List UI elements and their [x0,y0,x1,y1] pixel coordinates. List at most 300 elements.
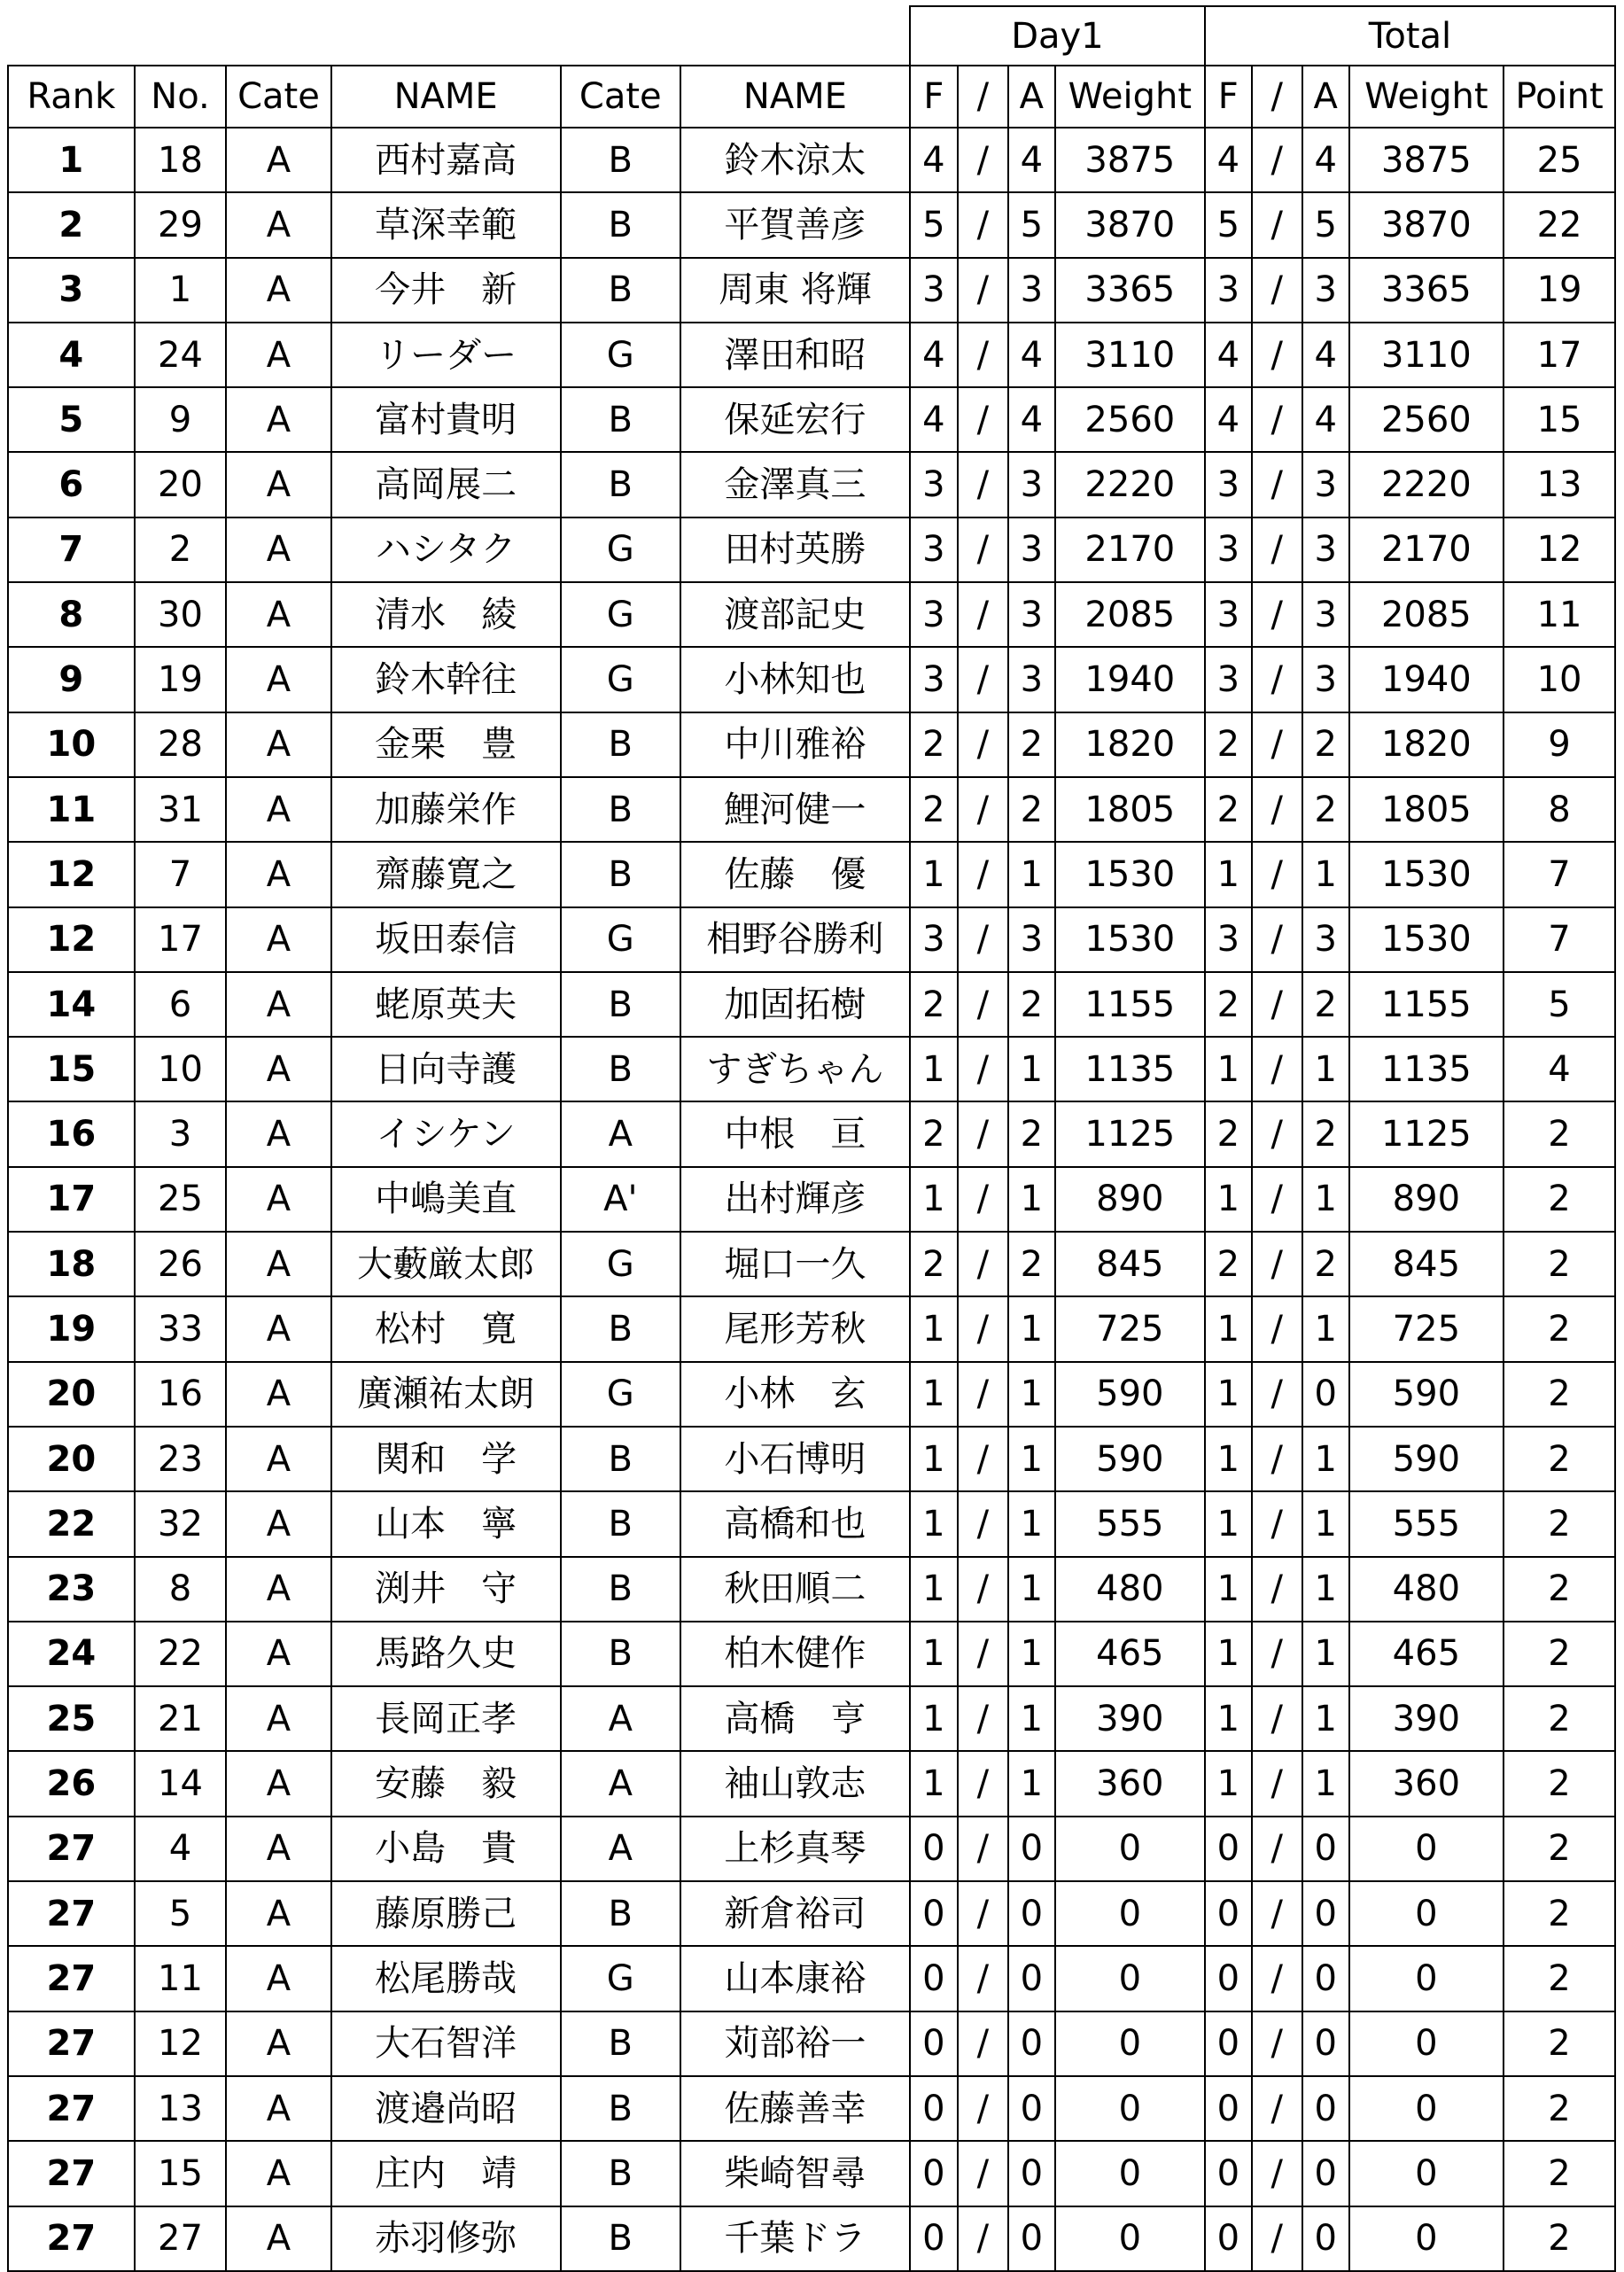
total-a-cell: 3 [1302,258,1349,323]
day1-slash-cell: / [958,907,1008,972]
day1-a-cell: 1 [1008,1686,1055,1751]
day1-a-cell: 1 [1008,1167,1055,1232]
no-cell: 14 [135,1751,227,1816]
cate-a-cell: A [226,2141,330,2206]
total-weight-cell: 1940 [1349,647,1504,712]
cate-a-cell: A [226,2011,330,2076]
total-slash-cell: / [1252,2206,1302,2271]
rank-cell: 15 [8,1037,135,1101]
total-a-cell: 0 [1302,2011,1349,2076]
day1-slash-cell: / [958,777,1008,842]
col-total-weight-header: Weight [1349,66,1504,128]
name-b-cell: 鯉河健一 [680,777,910,842]
day1-f-cell: 1 [910,1037,958,1101]
table-row [8,1362,1615,1427]
rank-cell: 24 [8,1622,135,1686]
total-f-cell: 3 [1205,452,1252,517]
cate-a-cell: A [226,2076,330,2141]
total-weight-cell: 3875 [1349,128,1504,192]
day1-a-cell: 0 [1008,2206,1055,2271]
total-a-cell: 1 [1302,1622,1349,1686]
name-b-cell: 平賀善彦 [680,192,910,257]
day1-f-cell: 3 [910,582,958,647]
point-cell: 2 [1504,1751,1615,1816]
total-weight-cell: 1135 [1349,1037,1504,1101]
total-slash-cell: / [1252,1167,1302,1232]
col-day1-slash-header: / [958,66,1008,128]
results-body [8,128,1615,2271]
rank-cell: 27 [8,2206,135,2271]
total-f-cell: 0 [1205,2206,1252,2271]
rank-cell: 11 [8,777,135,842]
total-weight-cell: 590 [1349,1362,1504,1427]
name-b-cell: 中根 亘 [680,1101,910,1166]
no-cell: 26 [135,1232,227,1296]
cate-b-cell: G [561,1232,680,1296]
cate-b-cell: A [561,1101,680,1166]
name-a-cell: 長岡正孝 [331,1686,561,1751]
name-b-cell: 新倉裕司 [680,1881,910,1946]
name-a-cell: 今井 新 [331,258,561,323]
table-row [8,1427,1615,1491]
name-b-cell: 渡部記史 [680,582,910,647]
name-b-cell: 千葉ドラ [680,2206,910,2271]
total-a-cell: 1 [1302,1557,1349,1622]
cate-b-cell: B [561,972,680,1037]
name-a-cell: 西村嘉高 [331,128,561,192]
total-weight-cell: 480 [1349,1557,1504,1622]
no-cell: 10 [135,1037,227,1101]
cate-a-cell: A [226,582,330,647]
total-weight-cell: 1805 [1349,777,1504,842]
day1-slash-cell: / [958,2076,1008,2141]
day1-slash-cell: / [958,192,1008,257]
total-f-cell: 1 [1205,1362,1252,1427]
day1-weight-cell: 360 [1055,1751,1205,1816]
total-slash-cell: / [1252,972,1302,1037]
day1-a-cell: 1 [1008,1557,1055,1622]
table-row [8,452,1615,517]
name-b-cell: すぎちゃん [680,1037,910,1101]
no-cell: 2 [135,517,227,582]
total-slash-cell: / [1252,647,1302,712]
day1-slash-cell: / [958,128,1008,192]
total-f-cell: 4 [1205,387,1252,452]
no-cell: 3 [135,1101,227,1166]
point-cell: 2 [1504,1101,1615,1166]
name-b-cell: 上杉真琴 [680,1817,910,1881]
table-row [8,1881,1615,1946]
cate-a-cell: A [226,712,330,777]
rank-cell: 20 [8,1427,135,1491]
table-row [8,1817,1615,1881]
day1-f-cell: 0 [910,1817,958,1881]
name-a-cell: 大石智洋 [331,2011,561,2076]
cate-b-cell: G [561,582,680,647]
name-b-cell: 柏木健作 [680,1622,910,1686]
table-row [8,128,1615,192]
cate-b-cell: B [561,452,680,517]
cate-b-cell: B [561,128,680,192]
table-row [8,1296,1615,1361]
day1-weight-cell: 3870 [1055,192,1205,257]
name-b-cell: 袖山敦志 [680,1751,910,1816]
day1-weight-cell: 0 [1055,1946,1205,2011]
total-a-cell: 5 [1302,192,1349,257]
no-cell: 13 [135,2076,227,2141]
total-weight-cell: 360 [1349,1751,1504,1816]
total-a-cell: 1 [1302,842,1349,906]
total-slash-cell: / [1252,1362,1302,1427]
total-f-cell: 0 [1205,2011,1252,2076]
total-a-cell: 2 [1302,972,1349,1037]
table-row [8,1037,1615,1101]
total-slash-cell: / [1252,258,1302,323]
point-cell: 2 [1504,1232,1615,1296]
name-b-cell: 出村輝彦 [680,1167,910,1232]
total-weight-cell: 465 [1349,1622,1504,1686]
day1-weight-cell: 0 [1055,2141,1205,2206]
name-b-cell: 保延宏行 [680,387,910,452]
name-b-cell: 佐藤善幸 [680,2076,910,2141]
day1-f-cell: 2 [910,712,958,777]
day1-a-cell: 2 [1008,712,1055,777]
no-cell: 28 [135,712,227,777]
day1-a-cell: 2 [1008,1101,1055,1166]
total-f-cell: 1 [1205,1296,1252,1361]
rank-cell: 3 [8,258,135,323]
table-row [8,323,1615,387]
total-f-cell: 1 [1205,1167,1252,1232]
rank-cell: 12 [8,842,135,906]
cate-a-cell: A [226,1167,330,1232]
cate-b-cell: A' [561,1167,680,1232]
col-total-f-header: F [1205,66,1252,128]
day1-weight-cell: 2560 [1055,387,1205,452]
total-f-cell: 2 [1205,1101,1252,1166]
col-day1-weight-header: Weight [1055,66,1205,128]
day1-weight-cell: 590 [1055,1362,1205,1427]
day1-a-cell: 0 [1008,1881,1055,1946]
rank-cell: 14 [8,972,135,1037]
total-f-cell: 1 [1205,1686,1252,1751]
point-cell: 7 [1504,907,1615,972]
total-f-cell: 0 [1205,1946,1252,2011]
cate-a-cell: A [226,517,330,582]
day1-f-cell: 1 [910,842,958,906]
day1-f-cell: 3 [910,907,958,972]
rank-cell: 6 [8,452,135,517]
total-a-cell: 1 [1302,1751,1349,1816]
day1-slash-cell: / [958,1751,1008,1816]
cate-a-cell: A [226,258,330,323]
day1-slash-cell: / [958,387,1008,452]
total-slash-cell: / [1252,1491,1302,1556]
point-cell: 2 [1504,2011,1615,2076]
name-a-cell: 鈴木幹往 [331,647,561,712]
table-row [8,582,1615,647]
total-weight-cell: 0 [1349,2206,1504,2271]
day1-slash-cell: / [958,1817,1008,1881]
name-b-cell: 佐藤 優 [680,842,910,906]
cate-b-cell: G [561,647,680,712]
cate-a-cell: A [226,647,330,712]
total-a-cell: 2 [1302,1232,1349,1296]
total-weight-cell: 0 [1349,2076,1504,2141]
total-slash-cell: / [1252,128,1302,192]
col-total-slash-header: / [1252,66,1302,128]
total-slash-cell: / [1252,907,1302,972]
day1-a-cell: 3 [1008,907,1055,972]
day1-weight-cell: 3365 [1055,258,1205,323]
name-a-cell: 小島 貴 [331,1817,561,1881]
day1-slash-cell: / [958,1622,1008,1686]
total-slash-cell: / [1252,1686,1302,1751]
cate-a-cell: A [226,1037,330,1101]
no-cell: 21 [135,1686,227,1751]
point-cell: 17 [1504,323,1615,387]
day1-a-cell: 1 [1008,1362,1055,1427]
name-b-cell: 加固拓樹 [680,972,910,1037]
day1-slash-cell: / [958,323,1008,387]
rank-cell: 4 [8,323,135,387]
day1-weight-cell: 2220 [1055,452,1205,517]
total-f-cell: 3 [1205,517,1252,582]
day1-weight-cell: 0 [1055,2206,1205,2271]
day1-a-cell: 0 [1008,2141,1055,2206]
point-cell: 2 [1504,1946,1615,2011]
point-cell: 8 [1504,777,1615,842]
cate-a-cell: A [226,1427,330,1491]
rank-cell: 5 [8,387,135,452]
day1-weight-cell: 465 [1055,1622,1205,1686]
total-f-cell: 5 [1205,192,1252,257]
total-header: Total [1205,6,1615,66]
day1-weight-cell: 845 [1055,1232,1205,1296]
name-b-cell: 中川雅裕 [680,712,910,777]
total-a-cell: 1 [1302,1427,1349,1491]
day1-a-cell: 1 [1008,1427,1055,1491]
total-weight-cell: 3870 [1349,192,1504,257]
name-a-cell: 大藪厳太郎 [331,1232,561,1296]
no-cell: 31 [135,777,227,842]
point-cell: 12 [1504,517,1615,582]
day1-f-cell: 0 [910,2141,958,2206]
table-row [8,258,1615,323]
day1-weight-cell: 480 [1055,1557,1205,1622]
cate-b-cell: G [561,1946,680,2011]
total-slash-cell: / [1252,517,1302,582]
name-a-cell: 馬路久史 [331,1622,561,1686]
no-cell: 27 [135,2206,227,2271]
total-slash-cell: / [1252,2076,1302,2141]
day1-f-cell: 3 [910,258,958,323]
total-a-cell: 1 [1302,1491,1349,1556]
total-weight-cell: 725 [1349,1296,1504,1361]
day1-slash-cell: / [958,1427,1008,1491]
no-cell: 12 [135,2011,227,2076]
cate-a-cell: A [226,387,330,452]
cate-b-cell: B [561,2076,680,2141]
total-a-cell: 2 [1302,1101,1349,1166]
table-row [8,647,1615,712]
total-a-cell: 3 [1302,452,1349,517]
total-slash-cell: / [1252,777,1302,842]
total-f-cell: 0 [1205,2141,1252,2206]
total-a-cell: 0 [1302,1946,1349,2011]
day1-a-cell: 4 [1008,387,1055,452]
no-cell: 15 [135,2141,227,2206]
name-b-cell: 堀口一久 [680,1232,910,1296]
col-day1-a-header: A [1008,66,1055,128]
day1-weight-cell: 725 [1055,1296,1205,1361]
total-a-cell: 1 [1302,1037,1349,1101]
no-cell: 22 [135,1622,227,1686]
name-a-cell: 関和 学 [331,1427,561,1491]
total-f-cell: 2 [1205,777,1252,842]
col-no-header: No. [135,66,227,128]
rank-cell: 19 [8,1296,135,1361]
no-cell: 9 [135,387,227,452]
col-day1-f-header: F [910,66,958,128]
cate-b-cell: A [561,1686,680,1751]
no-cell: 24 [135,323,227,387]
name-b-cell: 鈴木涼太 [680,128,910,192]
cate-b-cell: B [561,1427,680,1491]
table-row [8,842,1615,906]
rank-cell: 27 [8,1817,135,1881]
cate-b-cell: B [561,777,680,842]
total-f-cell: 2 [1205,1232,1252,1296]
cate-b-cell: B [561,712,680,777]
name-a-cell: 高岡展二 [331,452,561,517]
day1-slash-cell: / [958,1296,1008,1361]
no-cell: 19 [135,647,227,712]
cate-a-cell: A [226,1491,330,1556]
total-slash-cell: / [1252,1751,1302,1816]
day1-weight-cell: 1820 [1055,712,1205,777]
day1-f-cell: 1 [910,1557,958,1622]
total-weight-cell: 2085 [1349,582,1504,647]
name-a-cell: 松村 寛 [331,1296,561,1361]
day1-f-cell: 1 [910,1167,958,1232]
total-weight-cell: 555 [1349,1491,1504,1556]
rank-cell: 27 [8,2011,135,2076]
total-a-cell: 0 [1302,2206,1349,2271]
header-blank [8,6,910,66]
cate-a-cell: A [226,1362,330,1427]
name-a-cell: 赤羽修弥 [331,2206,561,2271]
no-cell: 8 [135,1557,227,1622]
day1-a-cell: 1 [1008,1296,1055,1361]
day1-weight-cell: 1940 [1055,647,1205,712]
total-f-cell: 1 [1205,1427,1252,1491]
cate-a-cell: A [226,1881,330,1946]
day1-a-cell: 1 [1008,1622,1055,1686]
day1-slash-cell: / [958,1037,1008,1101]
total-slash-cell: / [1252,582,1302,647]
total-slash-cell: / [1252,1427,1302,1491]
name-a-cell: 渕井 守 [331,1557,561,1622]
no-cell: 5 [135,1881,227,1946]
total-f-cell: 0 [1205,1817,1252,1881]
rank-cell: 25 [8,1686,135,1751]
day1-f-cell: 4 [910,323,958,387]
total-f-cell: 0 [1205,2076,1252,2141]
name-b-cell: 柴崎智尋 [680,2141,910,2206]
total-slash-cell: / [1252,842,1302,906]
cate-b-cell: B [561,387,680,452]
day1-a-cell: 1 [1008,1751,1055,1816]
point-cell: 2 [1504,1881,1615,1946]
total-weight-cell: 1820 [1349,712,1504,777]
table-row [8,517,1615,582]
day1-slash-cell: / [958,2141,1008,2206]
no-cell: 11 [135,1946,227,2011]
point-cell: 25 [1504,128,1615,192]
name-a-cell: 蛯原英夫 [331,972,561,1037]
point-cell: 2 [1504,2206,1615,2271]
total-a-cell: 3 [1302,907,1349,972]
name-b-cell: 澤田和昭 [680,323,910,387]
day1-slash-cell: / [958,2206,1008,2271]
day1-a-cell: 1 [1008,1491,1055,1556]
rank-cell: 10 [8,712,135,777]
day1-weight-cell: 1530 [1055,907,1205,972]
cate-a-cell: A [226,2206,330,2271]
no-cell: 23 [135,1427,227,1491]
total-weight-cell: 1530 [1349,907,1504,972]
cate-b-cell: B [561,192,680,257]
total-weight-cell: 590 [1349,1427,1504,1491]
name-a-cell: イシケン [331,1101,561,1166]
rank-cell: 18 [8,1232,135,1296]
day1-slash-cell: / [958,972,1008,1037]
total-weight-cell: 1530 [1349,842,1504,906]
rank-cell: 20 [8,1362,135,1427]
rank-cell: 1 [8,128,135,192]
total-f-cell: 4 [1205,128,1252,192]
total-weight-cell: 1125 [1349,1101,1504,1166]
table-row [8,1491,1615,1556]
day1-a-cell: 3 [1008,452,1055,517]
name-a-cell: 金栗 豊 [331,712,561,777]
total-a-cell: 0 [1302,1881,1349,1946]
col-point-header: Point [1504,66,1615,128]
total-f-cell: 3 [1205,647,1252,712]
point-cell: 2 [1504,1686,1615,1751]
day1-a-cell: 0 [1008,2011,1055,2076]
name-b-cell: 秋田順二 [680,1557,910,1622]
name-b-cell: 尾形芳秋 [680,1296,910,1361]
day1-a-cell: 2 [1008,1232,1055,1296]
point-cell: 4 [1504,1037,1615,1101]
table-row [8,1622,1615,1686]
total-slash-cell: / [1252,323,1302,387]
day1-a-cell: 5 [1008,192,1055,257]
day1-f-cell: 2 [910,777,958,842]
cate-a-cell: A [226,1817,330,1881]
day1-a-cell: 3 [1008,582,1055,647]
col-cate-b-header: Cate [561,66,680,128]
name-a-cell: 富村貴明 [331,387,561,452]
point-cell: 2 [1504,1427,1615,1491]
day1-f-cell: 0 [910,1946,958,2011]
total-weight-cell: 0 [1349,1946,1504,2011]
day1-weight-cell: 890 [1055,1167,1205,1232]
day1-a-cell: 3 [1008,647,1055,712]
cate-b-cell: B [561,1881,680,1946]
